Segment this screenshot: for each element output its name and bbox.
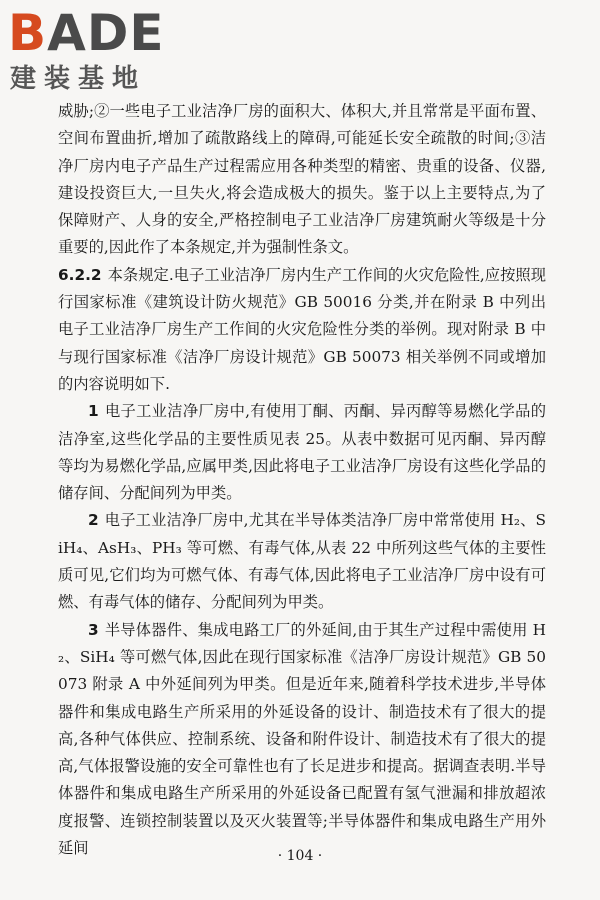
section-number: 6.2.2 (58, 265, 102, 284)
item-number: 3 (88, 620, 99, 639)
paragraph-text: 电子工业洁净厂房中,有使用丁酮、丙酮、异丙醇等易燃化学品的洁净室,这些化学品的主要性质见表 25。从表中数据可见丙酮、异丙醇等均为易燃化学品,应属甲类,因此将电子工业洁净厂房设有这些化学品的储存间、分配间列为甲类。 (58, 402, 546, 503)
logo-letter-a: A (47, 4, 87, 62)
paragraph-text: 半导体器件、集成电路工厂的外延间,由于其生产过程中需使用 H₂、SiH₄ 等可燃气体,因此在现行国家标准《洁净厂房设计规范》GB 50073 附录 A 中外延间列为甲类。但是近年来,随着科学技术进步,半导体器件和集成电路生产所采用的外延设备的设计、制造技术有了很大的提高,各种气体供应、控制系统、设备和附件设计、制造技术有了很大的提高,气体报警设施的安全可靠性也有了长足进步和提高。据调查表明.半导体器件和集成电路生产所采用的外延设备已配置有氢气泄漏和排放超浓度报警、连锁控制装置以及灭火装置等;半导体器件和集成电路生产用外延间 (58, 620, 546, 858)
paragraph-item-2 (58, 507, 546, 616)
paragraph-item-3 (58, 617, 546, 863)
paragraph-item-1 (58, 398, 546, 507)
logo-accent-letter: B (8, 4, 48, 62)
item-number: 2 (88, 511, 99, 530)
logo (8, 6, 183, 94)
paragraph-text: 电子工业洁净厂房中,尤其在半导体类洁净厂房中常常使用 H₂、SiH₄、AsH₃、PH₃ 等可燃、有毒气体,从表 22 中所列这些气体的主要性质可见,它们均为可燃气体、有毒气体,因此将电子工业洁净厂房中设有可燃、有毒气体的储存、分配间列为甲类。 (58, 511, 546, 612)
paragraph-continued (58, 98, 546, 262)
item-number: 1 (88, 402, 99, 421)
paragraph-text: 本条规定.电子工业洁净厂房内生产工作间的火灾危险性,应按照现行国家标准《建筑设计防火规范》GB 50016 分类,并在附录 B 中列出电子工业洁净厂房生产工作间的火灾危险性分类的举例。现对附录 B 中与现行国家标准《洁净厂房设计规范》GB 50073 相关举例不同或增加的内容说明如下. (58, 265, 546, 393)
page-number: · 104 · (277, 848, 323, 864)
document-body (58, 98, 546, 862)
paragraph-text: 威胁;②一些电子工业洁净厂房的面积大、体积大,并且常常是平面布置、空间布置曲折,增加了疏散路线上的障碍,可能延长安全疏散的时间;③洁净厂房内电子产品生产过程需应用各种类型的精密、贵重的设备、仪器,建设投资巨大,一旦失火,将会造成极大的损失。鉴于以上主要特点,为了保障财产、人身的安全,严格控制电子工业洁净厂房建筑耐火等级是十分重要的,因此作了本条规定,并为强制性条文。 (58, 102, 546, 257)
logo-subtitle: 建装基地 (10, 64, 147, 94)
logo-wordmark (8, 6, 165, 60)
paragraph-section-6-2-2 (58, 262, 546, 398)
logo-letters-rest: DE (86, 4, 165, 62)
